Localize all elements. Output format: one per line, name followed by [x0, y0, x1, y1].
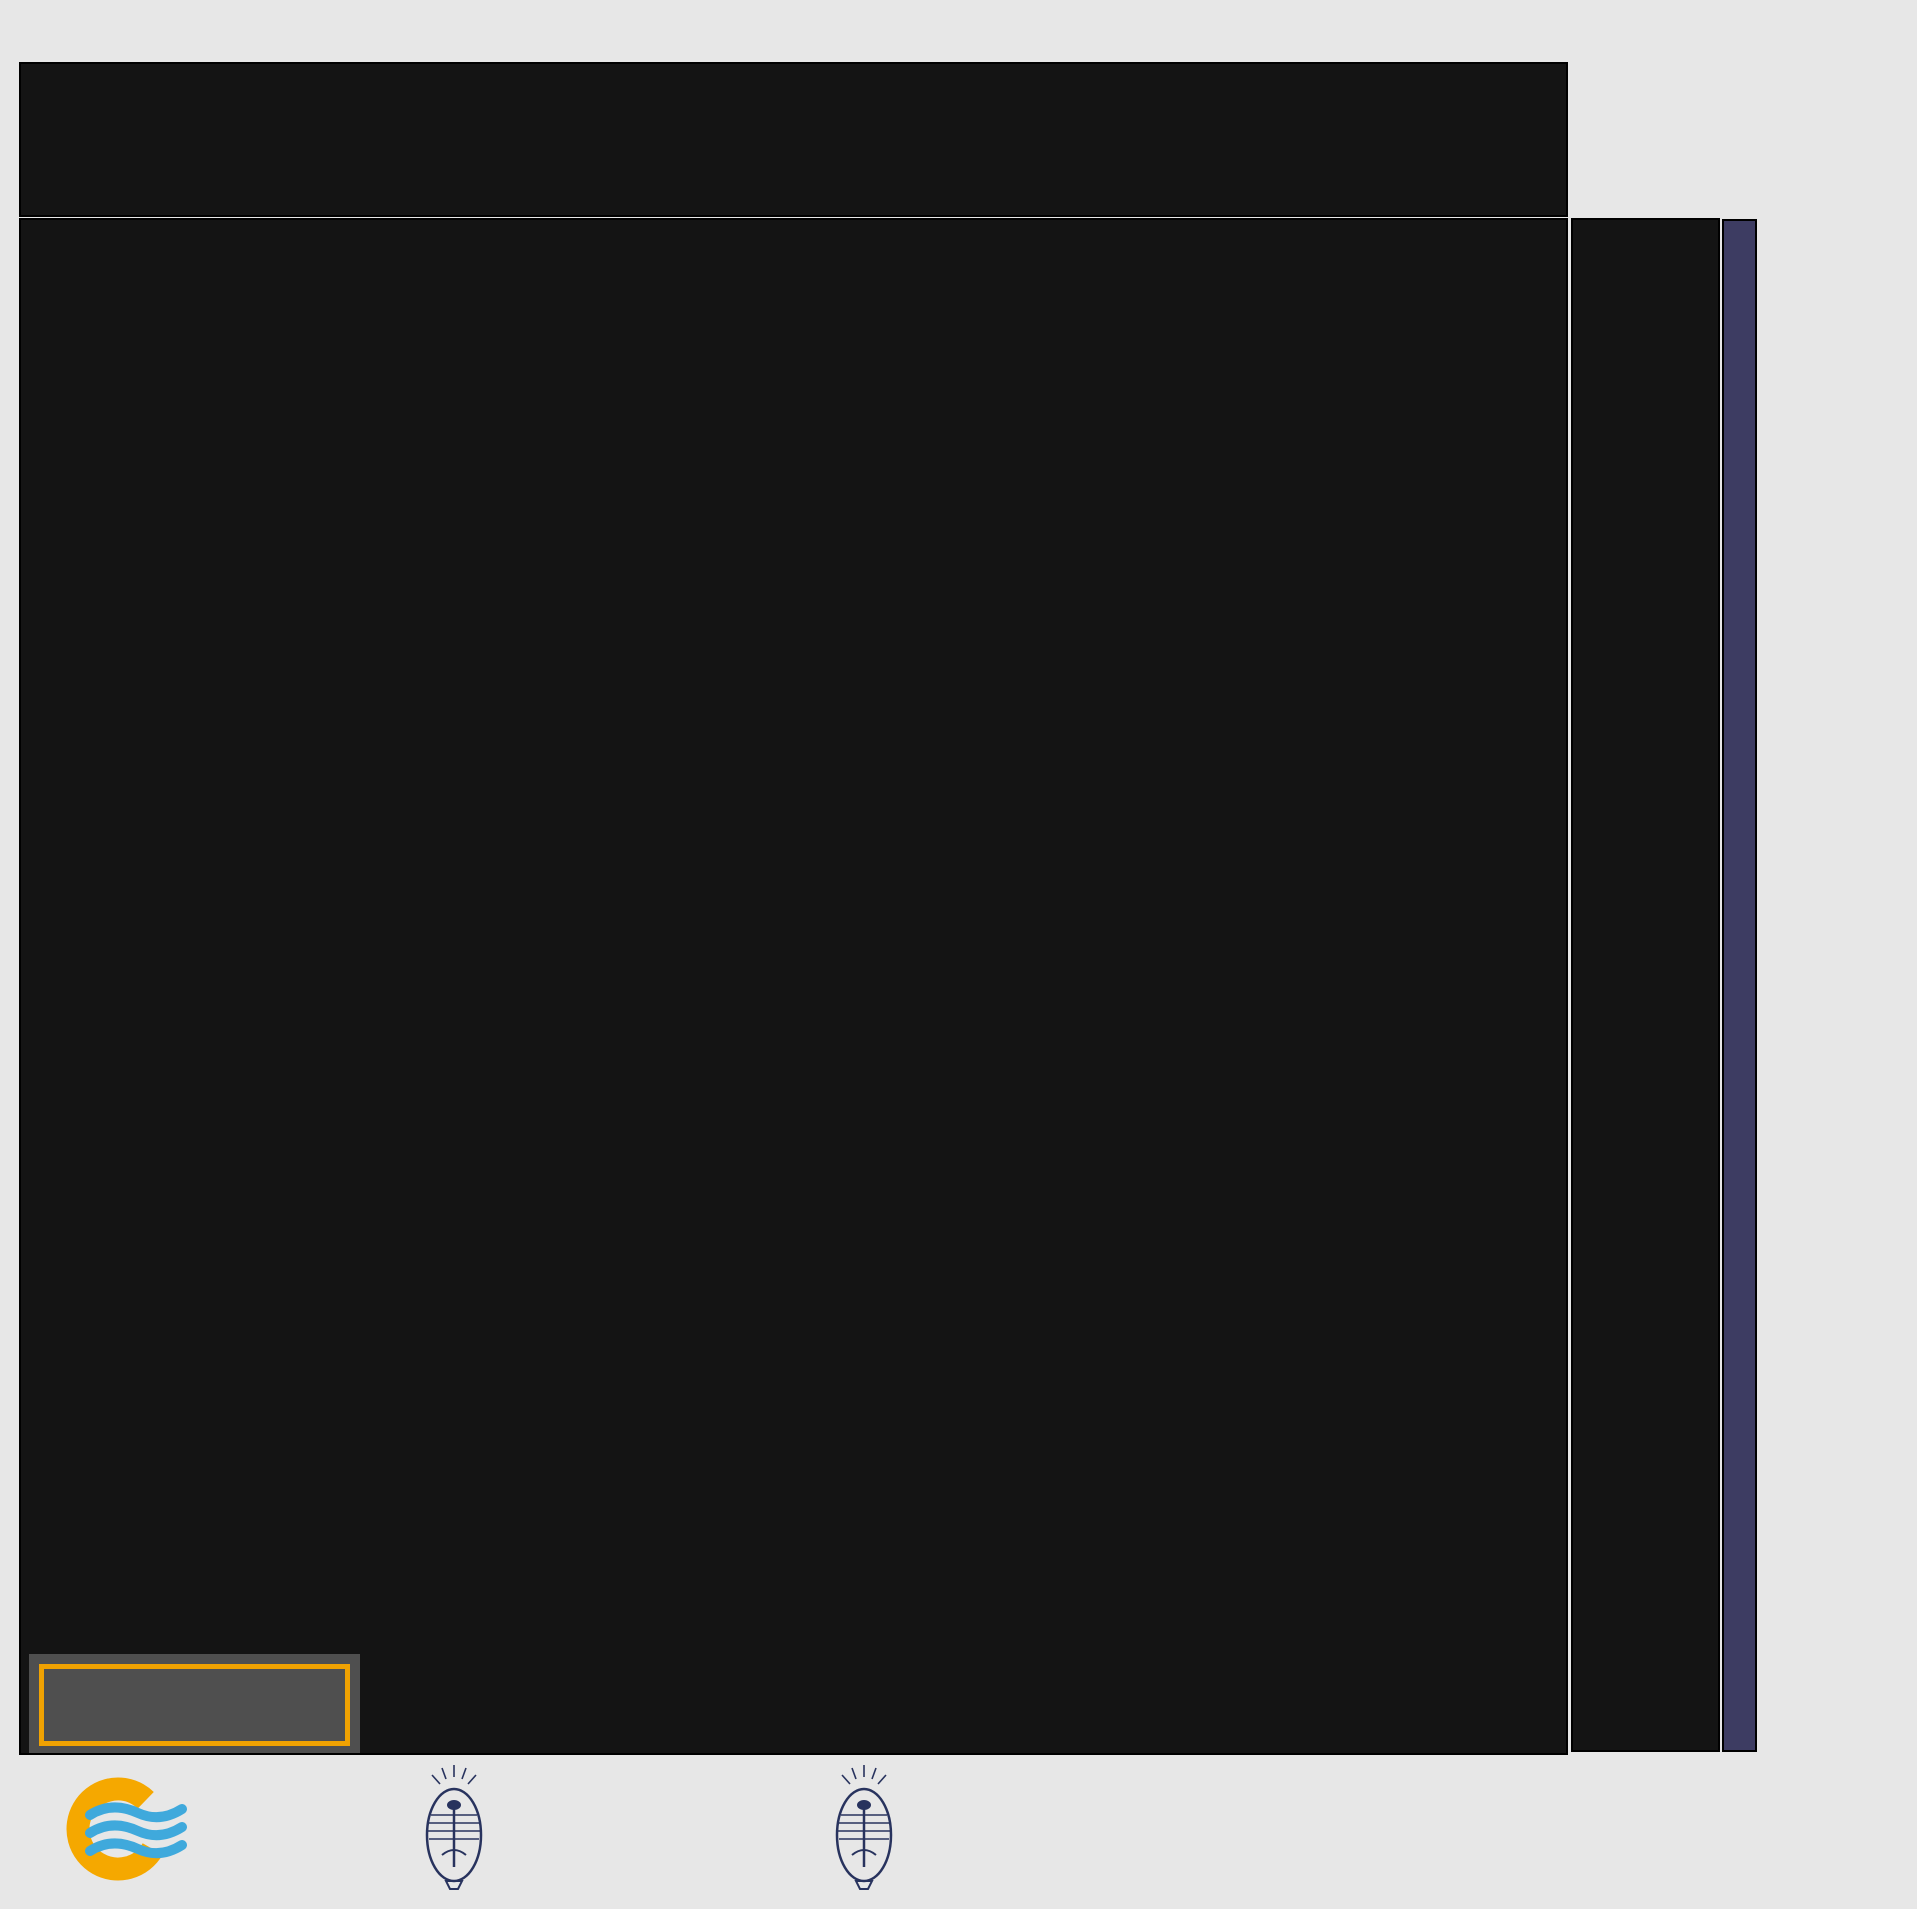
- footer: [0, 1755, 1917, 1909]
- radar-map-panel: [19, 218, 1568, 1755]
- top-cross-section-panel: [19, 62, 1568, 217]
- colorbar: [1722, 219, 1917, 1752]
- economia-logo-block: [828, 1763, 844, 1766]
- radar-map-graphics: [21, 220, 1566, 1753]
- right-cross-section-panel: [1571, 218, 1720, 1752]
- coat-of-arms-icon: [828, 1763, 900, 1897]
- smn-logo-icon: [60, 1773, 218, 1885]
- right-cross-section-echoes: [1573, 220, 1718, 1750]
- defensa-logo-block: [418, 1763, 434, 1766]
- warning-box: [29, 1654, 360, 1755]
- coat-of-arms-icon: [418, 1763, 490, 1897]
- warning-box-border: [39, 1664, 350, 1746]
- colorbar-gradient: [1722, 219, 1757, 1752]
- smn-logo-block: [60, 1773, 72, 1775]
- top-cross-section-echoes: [21, 64, 1566, 215]
